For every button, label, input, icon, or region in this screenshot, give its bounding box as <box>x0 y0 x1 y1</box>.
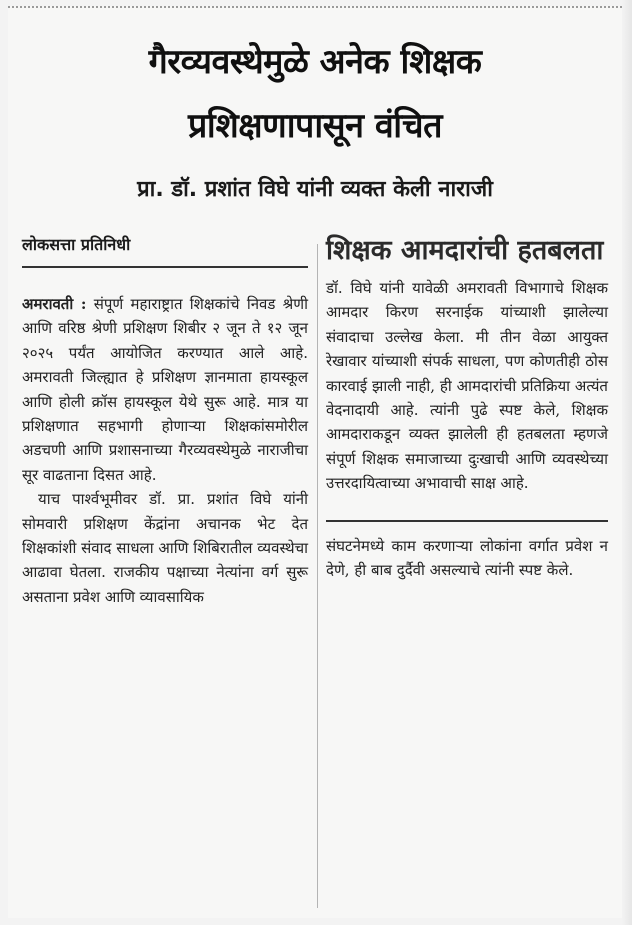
main-article-column <box>22 228 308 609</box>
article-paragraph-1-text: संपूर्ण महाराष्ट्रात शिक्षकांचे निवड श्रेणी आणि वरिष्ठ श्रेणी प्रशिक्षण शिबीर २ जून ते १२ जून २०२५ पर्यंत आयोजित करण्यात आले आहे. अमरावती जिल्ह्यात हे प्रशिक्षण ज्ञानमाता हायस्कूल आणि होली क्रॉस हायस्कूल येथे सुरू आहे. मात्र या प्रशिक्षणात सहभागी होणाऱ्या शिक्षकांसमोरील अडचणी आणि प्रशासनाच्या गैरव्यवस्थेमुळे नाराजीचा सूर वाढताना दिसत आहे. <box>22 295 308 484</box>
sidebar-paragraph-1: डॉ. विघे यांनी यावेळी अमरावती विभागाचे शिक्षक आमदार किरण सरनाईक यांच्याशी झालेल्या संवादाचा उल्लेख केला. मी तीन वेळा आयुक्त रेखावार यांच्याशी संपर्क साधला, पण कोणतीही ठोस कारवाई झाली नाही, ही आमदारांची प्रतिक्रिया अत्यंत वेदनादायी आहे. त्यांनी पुढे स्पष्ट केले, शिक्षक आमदाराकडून व्यक्त झालेली ही हतबलता म्हणजे संपूर्ण शिक्षक समाजाच्या दुःखाची आणि व्यवस्थेच्या उत्तरदायित्वाच्या अभावाची साक्ष आहे. <box>326 279 608 493</box>
subheadline: प्रा. डॉ. प्रशांत विघे यांनी व्यक्त केली नाराजी <box>137 177 493 202</box>
article-paragraph-2: याच पार्श्वभूमीवर डॉ. प्रा. प्रशांत विघे यांनी सोमवारी प्रशिक्षण केंद्रांना अचानक भेट देत शिक्षकांशी संवाद साधला आणि शिबिरातील व्यवस्थेचा आढावा घेतला. राजकीय पक्षाच्या नेत्यांना वर्ग सुरू असताना प्रवेश आणि व्यावसायिक <box>22 490 308 606</box>
dateline: अमरावती : <box>22 295 87 313</box>
sidebar-heading: शिक्षक आमदारांची हतबलता <box>326 235 604 266</box>
headline-line-2: प्रशिक्षणापासून वंचित <box>187 106 443 146</box>
sidebar-paragraph-2: संघटनेमध्ये काम करणाऱ्या लोकांना वर्गात प्रवेश न देणे, ही बाब दुर्दैवी असल्याचे त्यांनी स्पष्ट केले. <box>326 536 608 580</box>
column-divider <box>317 244 318 908</box>
article-paragraph-1 <box>22 292 308 487</box>
byline: लोकसत्ता प्रतिनिधी <box>22 228 308 268</box>
page-edge <box>622 0 632 925</box>
newspaper-clipping <box>8 6 622 918</box>
section-rule <box>326 520 608 522</box>
headline-line-1: गैरव्यवस्थेमुळे अनेक शिक्षक <box>148 42 482 82</box>
sidebar-column <box>326 232 608 582</box>
